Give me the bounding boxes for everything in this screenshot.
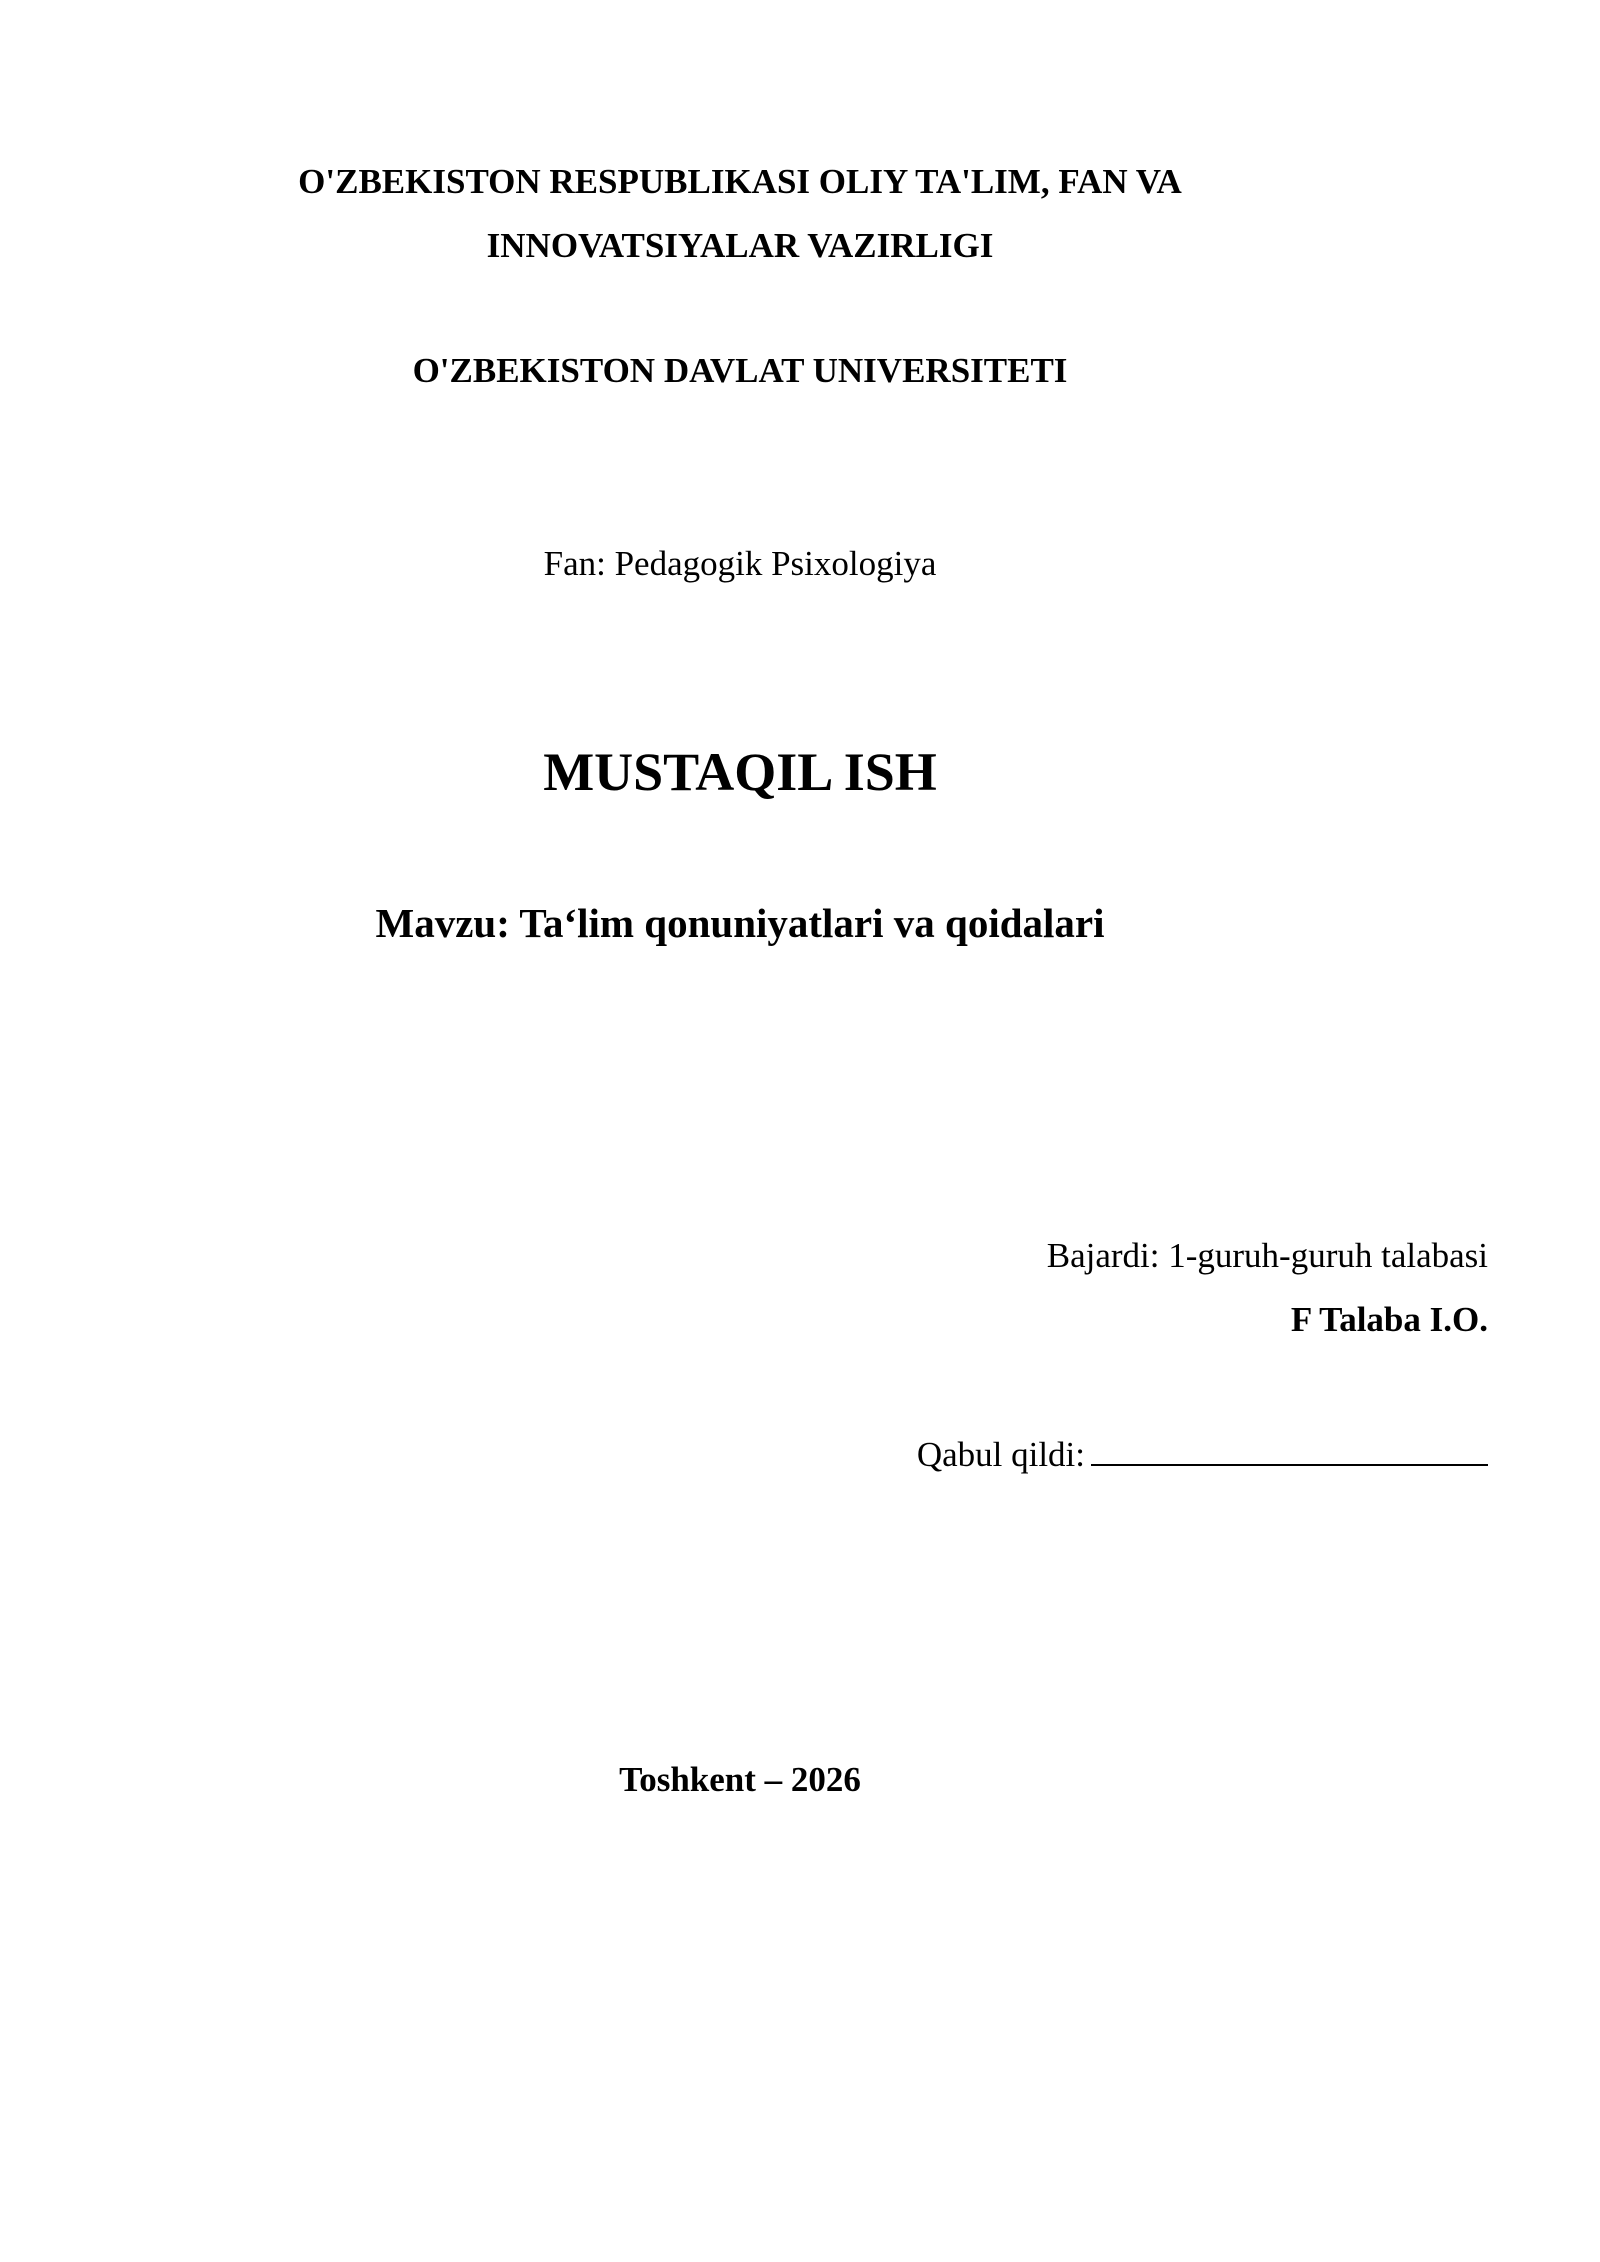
work-type-title: MUSTAQIL ISH bbox=[543, 742, 937, 802]
signature-line bbox=[1091, 1428, 1488, 1466]
city-year: Toshkent – 2026 bbox=[619, 1760, 861, 1799]
university-name: O'ZBEKISTON DAVLAT UNIVERSITETI bbox=[412, 351, 1068, 390]
ministry-line-2: INNOVATSIYALAR VAZIRLIGI bbox=[486, 226, 994, 265]
topic-title: Mavzu: Ta‘lim qonuniyatlari va qoidalari bbox=[375, 900, 1105, 946]
accepted-by-label: Qabul qildi: bbox=[916, 1435, 1085, 1474]
accepted-by-line bbox=[917, 1428, 1488, 1479]
ministry-header bbox=[0, 150, 1600, 278]
performed-by-line: Bajardi: 1-guruh-guruh talabasi bbox=[1046, 1236, 1488, 1275]
student-name: F Talaba I.O. bbox=[1290, 1300, 1488, 1339]
ministry-line-1: O'ZBEKISTON RESPUBLIKASI OLIY TA'LIM, FAN VA bbox=[298, 162, 1182, 201]
subject-line: Fan: Pedagogik Psixologiya bbox=[543, 544, 937, 583]
